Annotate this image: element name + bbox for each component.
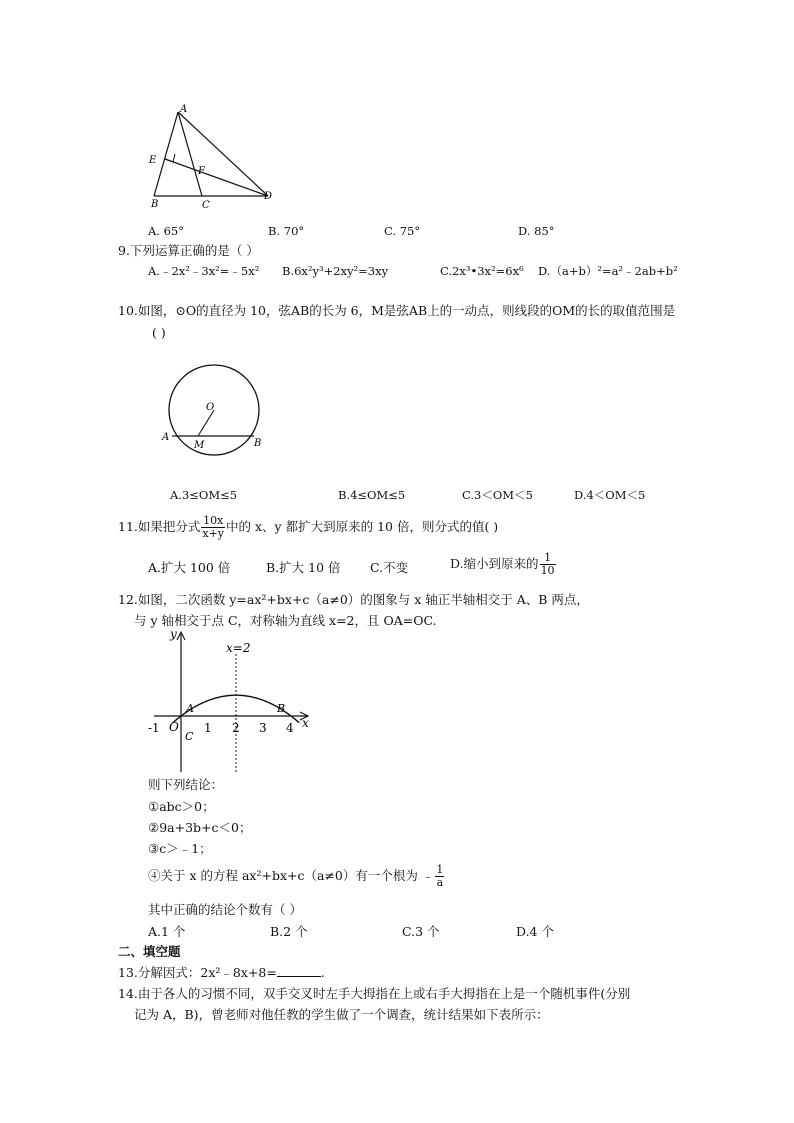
q12-conclusion-title: 则下列结论： [148,777,224,792]
q12-stem-line1: 12.如图，二次函数 y=ax²+bx+c（a≠0）的图象与 x 轴正半轴相交于 A、B 两点， [118,592,589,607]
q11-frac-num: 10x [203,514,224,527]
q12-label-a: A [186,702,194,715]
q12-label-y: y [170,627,177,641]
q12-option-c: C.3 个 [402,924,440,939]
q11-option-d-fraction [540,552,556,577]
q11-option-d-den: 10 [540,564,555,577]
q12-label-b: B [277,702,286,715]
q12-conclusion-4-pre: ④关于 x 的方程 ax²+bx+c（a≠0）有一个根为 ﹣ [148,868,435,883]
q9-option-c: C.2x³•3x²=6x⁶ [440,264,524,278]
q12-label-o: O [169,720,179,734]
q8-label-e: E [149,155,157,166]
q14-line1: 14.由于各人的习惯不同，双手交叉时左手大拇指在上或右手大拇指在上是一个随机事件(分别 [118,986,631,1001]
q12-ask: 其中正确的结论个数有（ ） [148,902,302,917]
q8-label-f: F [198,166,205,177]
q8-triangle-figure [140,100,290,215]
q12-conclusion-1: ①abc＞0； [148,799,215,814]
q13-stem-end: . [320,965,325,980]
q8-label-a: A [180,104,188,115]
q11-stem-post: 中的 x、y 都扩大到原来的 10 倍，则分式的值( ) [226,519,499,534]
q11-option-b: B.扩大 10 倍 [266,560,341,575]
q11-option-d-num: 1 [540,552,556,565]
q10-circle-figure [158,360,268,460]
q9-stem: 9.下列运算正确的是（ ） [118,243,259,258]
q10-stem: 10.如图，⊙O的直径为 10，弦AB的长为 6，M是弦AB上的一动点，则线段的OM的长的取值范围是 [118,303,676,318]
q11-frac-den: x+y [202,527,225,540]
q10-label-a: A [162,432,170,443]
q11-fraction [201,515,225,540]
q9-option-b: B.6x²y³+2xy²=3xy [282,264,389,278]
q11-option-d [450,552,557,577]
q8-option-c: C. 75° [384,224,421,238]
q12-label-x: x [302,716,309,730]
q12-label-axis: x=2 [226,641,251,655]
q14-line2: 记为 A，B)，曾老师对他任教的学生做了一个调查，统计结果如下表所示： [134,1007,549,1022]
q11-option-d-pre: D.缩小到原来的 [450,556,539,571]
q12-parabola-graph [140,626,320,776]
q12-option-a: A.1 个 [148,924,186,939]
q8-label-c: C [202,200,210,211]
q10-option-a: A.3≤OM≤5 [170,488,238,502]
q12-tick-4: 4 [286,721,294,735]
q12-option-b: B.2 个 [270,924,308,939]
q12-option-d: D.4 个 [516,924,554,939]
q11-option-a: A.扩大 100 倍 [148,560,231,575]
q12-conclusion-3: ③c＞﹣1； [148,841,212,856]
q8-option-a: A. 65° [148,224,184,238]
q10-option-c: C.3＜OM＜5 [462,488,533,502]
q8-label-b: B [151,199,159,210]
q12-tick-1: 1 [204,721,212,735]
q8-option-d: D. 85° [518,224,555,238]
q8-option-b: B. 70° [268,224,305,238]
q12-tick-3: 3 [259,721,267,735]
q12-c4-num: 1 [436,863,444,876]
q12-tick-2: 2 [232,721,240,735]
q10-label-o: O [206,402,215,413]
q9-option-a: A.﹣2x²﹣3x²=﹣5x² [148,264,260,278]
q8-label-d: D [264,191,273,202]
q10-paren: ( ) [152,325,166,340]
q10-label-b: B [254,438,262,449]
q12-conclusion-4 [148,864,445,889]
section-heading-fill-in: 二、填空题 [118,944,181,959]
q10-label-m: M [194,440,205,451]
q12-label-c: C [185,730,194,743]
q10-option-b: B.4≤OM≤5 [338,488,406,502]
q13-stem [118,965,325,981]
q12-stem-line2: 与 y 轴相交于点 C，对称轴为直线 x=2，且 OA=OC. [134,613,437,628]
q12-c4-den: a [436,876,444,889]
q10-option-d: D.4＜OM＜5 [574,488,646,502]
q11-option-c: C.不变 [370,560,409,575]
q12-conclusion-4-fraction [435,864,444,889]
q12-tick-neg1: -1 [148,721,160,735]
q9-option-d: D.（a+b）²=a²﹣2ab+b² [538,264,678,278]
q13-stem-text: 13.分解因式：2x²﹣8x+8= [118,965,277,980]
q12-conclusion-2: ②9a+3b+c＜0； [148,820,252,835]
q11-stem [118,515,498,540]
q11-stem-pre: 11.如果把分式 [118,519,201,534]
q13-answer-blank[interactable] [277,965,321,977]
